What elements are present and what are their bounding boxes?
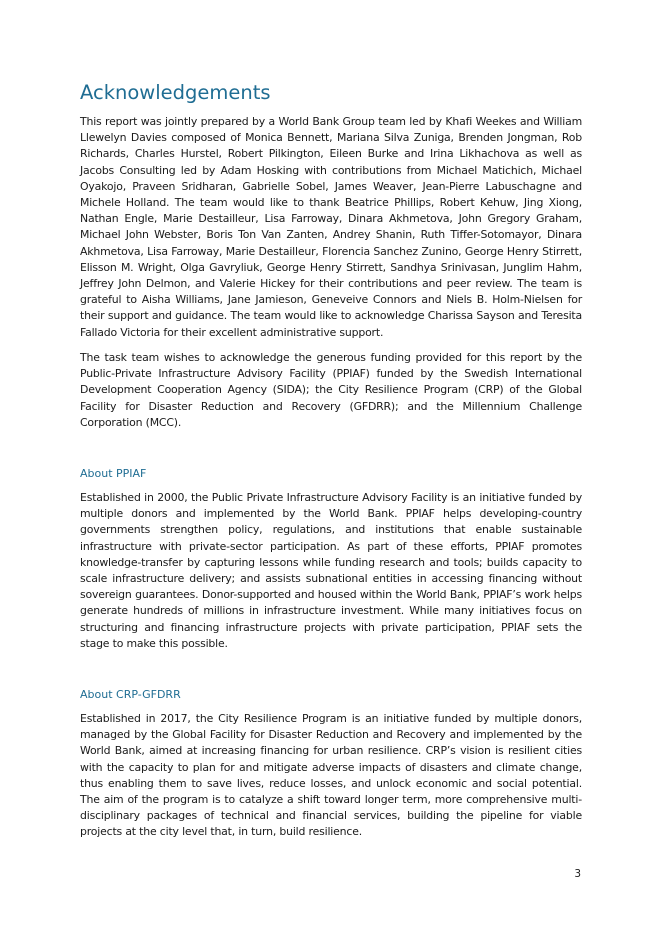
page-title: Acknowledgements	[80, 81, 271, 104]
crp-paragraph: Established in 2017, the City Resilience Program is an initiative funded by multiple donors, managed by the Global Facility for Disaster Reduction and Recovery and implemented by the World Bank, aimed at increasing financing for urban resilience. CRP’s vision is resilient cities with the capacity to plan for and mitigate adverse impacts of disasters and climate change, thus enabling them to save lives, reduce losses, and unlock economic and social potential. The aim of the program is to catalyze a shift toward longer term, more comprehensive multi-disciplinary packages of technical and financial services, building the pipeline for viable projects at the city level that, in turn, build resilience.	[80, 712, 582, 839]
funding-paragraph: The task team wishes to acknowledge the generous funding provided for this report by the Public-Private Infrastructure Advisory Facility (PPIAF) funded by the Swedish International Development Cooperation Agency (SIDA); the City Resilience Program (CRP) of the Global Facility for Disaster Reduction and Recovery (GFDRR); and the Millennium Challenge Corporation (MCC).	[80, 351, 582, 429]
page-number: 3	[574, 868, 581, 880]
section-heading-crp: About CRP-GFDRR	[80, 688, 181, 701]
team-paragraph: This report was jointly prepared by a World Bank Group team led by Khafi Weekes and William Llewelyn Davies composed of Monica Bennett, Mariana Silva Zuniga, Brenden Jongman, Rob Richards, Charles Hurstel, Robert Pilkington, Eileen Burke and Irina Likhachova as well as Jacobs Consulting led by Adam Hosking with contributions from Michael Matichich, Michael Oyakojo, Praveen Sridharan, Gabrielle Sobel, James Weaver, Jean-Pierre Labuschagne and Michele Holland. The team would like to thank Beatrice Phillips, Robert Kehuw, Jing Xiong, Nathan Engle, Marie Destailleur, Lisa Farroway, Dinara Akhmetova, John Gregory Graham, Michael John Webster, Boris Ton Van Zanten, Andrey Shanin, Ruth Tiffer-Sotomayor, Dinara Akhmetova, Lisa Farroway, Marie Destailleur, Florencia Sanchez Zunino, George Henry Stirrett, Elisson M. Wright, Olga Gavryliuk, George Henry Stirrett, Sandhya Srinivasan, Junglim Hahm, Jeffrey John Delmon, and Valerie Hickey for their contributions and peer review. The team is grateful to Aisha Williams, Jane Jamieson, Geneveive Connors and Niels B. Holm-Nielsen for their support and guidance. The team would like to acknowledge Charissa Sayson and Teresita Fallado Victoria for their excellent administrative support.	[80, 115, 582, 339]
section-heading-ppiaf: About PPIAF	[80, 467, 147, 480]
ppiaf-paragraph: Established in 2000, the Public Private Infrastructure Advisory Facility is an initiative funded by multiple donors and implemented by the World Bank. PPIAF helps developing-country governments strengthen policy, regulations, and institutions that enable sustainable infrastructure with private-sector participation. As part of these efforts, PPIAF promotes knowledge-transfer by capturing lessons while funding research and tools; builds capacity to scale infrastructure delivery; and assists subnational entities in accessing financing without sovereign guarantees. Donor-supported and housed within the World Bank, PPIAF’s work helps generate hundreds of millions in infrastructure investment. While many initiatives focus on structuring and financing infrastructure projects with private participation, PPIAF sets the stage to make this possible.	[80, 491, 582, 650]
